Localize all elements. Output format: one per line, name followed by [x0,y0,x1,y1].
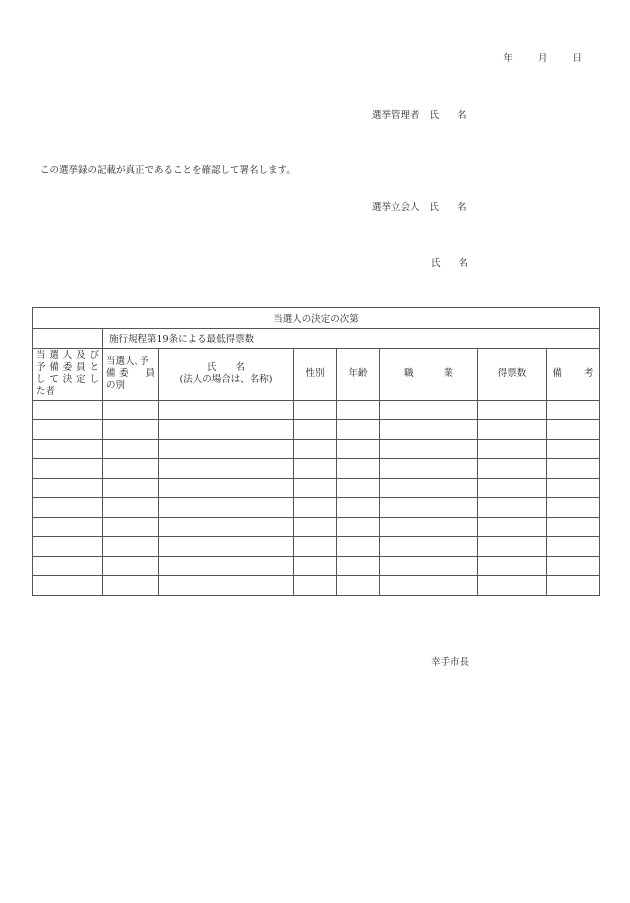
table-row [33,576,600,596]
table-cell[interactable] [33,498,103,518]
header-elected-or-reserve: 当選人､予 備委 員 の別 [103,348,159,400]
table-cell[interactable] [547,478,600,498]
table-cell[interactable] [294,576,337,596]
table-title: 当選人の決定の次第 [33,308,600,329]
table-cell[interactable] [478,517,547,537]
table-cell[interactable] [478,420,547,440]
table-cell[interactable] [547,576,600,596]
table-cell[interactable] [380,439,478,459]
table-cell[interactable] [103,478,159,498]
table-cell[interactable] [547,498,600,518]
table-cell[interactable] [547,556,600,576]
table-cell[interactable] [33,478,103,498]
date-line [481,50,582,64]
table-row [33,400,600,420]
table-cell[interactable] [337,400,380,420]
table-row [33,537,600,557]
table-cell[interactable] [103,459,159,479]
day-label: 日 [572,53,582,64]
table-cell[interactable] [547,400,600,420]
minimum-votes-rule: 施行規程第19条による最低得票数 [103,329,600,349]
rule-blank-cell [33,329,103,349]
table-row [33,498,600,518]
table-cell[interactable] [478,498,547,518]
table-cell[interactable] [478,439,547,459]
table-cell[interactable] [380,498,478,518]
table-cell[interactable] [547,459,600,479]
table-row [33,459,600,479]
table-cell[interactable] [478,459,547,479]
table-cell[interactable] [33,459,103,479]
table-cell[interactable] [103,420,159,440]
table-cell[interactable] [294,420,337,440]
manager-role: 選挙管理者 [372,110,420,121]
table-cell[interactable] [380,420,478,440]
table-cell[interactable] [294,498,337,518]
table-cell[interactable] [103,498,159,518]
header-age: 年齢 [337,348,380,400]
manager-name-label: 氏 名 [429,110,467,121]
table-cell[interactable] [159,400,294,420]
header-elected-persons: 当選人及び 予備委員と して決定し た者 [33,348,103,400]
table-cell[interactable] [380,556,478,576]
table-cell[interactable] [337,498,380,518]
header-name: 氏 名 (法人の場合は、名称) [159,348,294,400]
table-cell[interactable] [547,517,600,537]
table-cell[interactable] [294,537,337,557]
year-label: 年 [503,53,513,64]
table-cell[interactable] [294,439,337,459]
table-row [33,420,600,440]
table-cell[interactable] [159,556,294,576]
manager-signature [372,107,467,121]
table-cell[interactable] [337,439,380,459]
witness-name-label: 氏 名 [429,202,467,213]
table-cell[interactable] [103,537,159,557]
second-witness-name-label: 氏 名 [431,258,469,269]
table-cell[interactable] [33,439,103,459]
table-cell[interactable] [294,556,337,576]
table-cell[interactable] [478,537,547,557]
table-row [33,439,600,459]
table-cell[interactable] [380,459,478,479]
table-cell[interactable] [159,478,294,498]
table-cell[interactable] [337,556,380,576]
table-cell[interactable] [380,576,478,596]
table-cell[interactable] [547,537,600,557]
table-cell[interactable] [159,537,294,557]
table-cell[interactable] [33,517,103,537]
table-cell[interactable] [33,400,103,420]
table-cell[interactable] [159,517,294,537]
table-cell[interactable] [159,498,294,518]
table-cell[interactable] [33,556,103,576]
header-remarks: 備 考 [547,348,600,400]
table-cell[interactable] [33,420,103,440]
table-cell[interactable] [478,400,547,420]
table-cell[interactable] [103,517,159,537]
table-cell[interactable] [337,420,380,440]
table-cell[interactable] [103,556,159,576]
witness-signature [372,199,467,213]
table-cell[interactable] [547,420,600,440]
header-occupation: 職 業 [380,348,478,400]
table-cell[interactable] [547,439,600,459]
table-cell[interactable] [103,439,159,459]
table-cell[interactable] [103,400,159,420]
table-cell[interactable] [337,459,380,479]
table-cell[interactable] [337,517,380,537]
table-cell[interactable] [103,576,159,596]
table-cell[interactable] [380,537,478,557]
table-cell[interactable] [159,576,294,596]
election-result-table [32,307,600,596]
table-cell[interactable] [478,576,547,596]
header-sex: 性別 [294,348,337,400]
table-cell[interactable] [159,420,294,440]
table-row [33,556,600,576]
table-cell[interactable] [33,537,103,557]
table-cell[interactable] [159,439,294,459]
witness-role: 選挙立会人 [372,202,420,213]
table-cell[interactable] [294,478,337,498]
table-cell[interactable] [380,517,478,537]
table-cell[interactable] [478,556,547,576]
table-cell[interactable] [294,459,337,479]
table-cell[interactable] [380,478,478,498]
table-cell[interactable] [337,537,380,557]
header-votes: 得票数 [478,348,547,400]
table-cell[interactable] [380,400,478,420]
table-cell[interactable] [294,400,337,420]
table-cell[interactable] [33,576,103,596]
table-cell[interactable] [337,478,380,498]
table-row [33,478,600,498]
table-cell[interactable] [294,517,337,537]
table-cell[interactable] [478,478,547,498]
confirmation-statement: この選挙録の記載が真正であることを確認して署名します。 [40,165,296,176]
table-cell[interactable] [159,459,294,479]
mayor-signatory: 幸手市長 [431,657,470,668]
table-row [33,517,600,537]
table-cell[interactable] [337,576,380,596]
month-label: 月 [537,53,548,64]
